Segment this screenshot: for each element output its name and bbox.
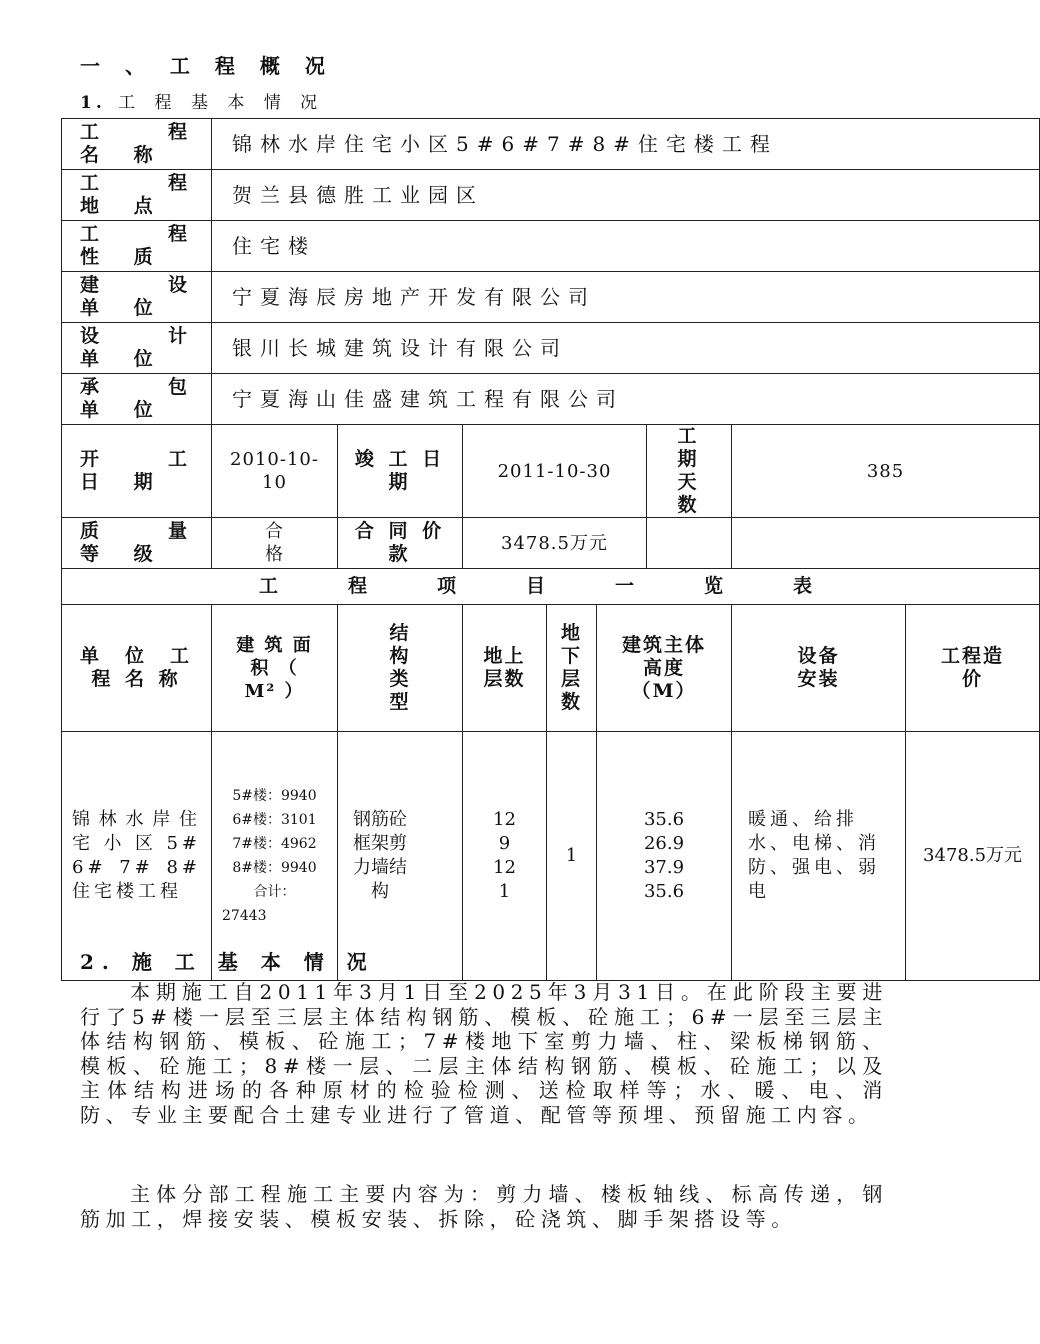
row-height (597, 732, 732, 981)
builder-value: 宁夏海辰房地产开发有限公司 (212, 272, 1040, 323)
info-row-contractor (62, 374, 1040, 425)
price-label: 合 同 价 款 (338, 518, 463, 569)
nature-value: 住宅楼 (212, 221, 1040, 272)
contractor-value: 宁夏海山佳盛建筑工程有限公司 (212, 374, 1040, 425)
designer-label: 设 计 单 位 (62, 323, 212, 374)
area-line: 7#楼：4962 (232, 836, 317, 852)
end-value: 2011-10-30 (463, 425, 647, 518)
paragraph-construction: 本期施工自2011年3月1日至2025年3月31日。在此阶段主要进行了5#楼一层至三层主体结构钢筋、模板、砼施工；6#一层至三层主体结构钢筋、模板、砼施工；7#楼地下室剪力墙、柱、梁板梯钢筋、模板、砼施工；8#楼一层、二层主体结构钢筋、模板、砼施工；以及主体结构进场的各种原材的检验检测、送检取样等；水、暖、电、消防、专业主要配合土建专业进行了管道、配管等预埋、预留施工内容。 (80, 980, 888, 1127)
area-line: 6#楼：3101 (232, 812, 317, 828)
header-area: 建 筑 面 积 （ M² ） (212, 605, 338, 732)
above-floor-value: 12 (493, 809, 516, 830)
project-info-table (61, 118, 1040, 981)
section2-title: 2. 施 工 基 本 情 况 (80, 950, 375, 974)
info-row-nature (62, 221, 1040, 272)
section-title: 一 、 工 程 概 况 (80, 54, 334, 78)
info-row-dates (62, 425, 1040, 518)
days-label: 工 期 天 数 (647, 425, 732, 518)
quality-label: 质 量 等 级 (62, 518, 212, 569)
price-value: 3478.5万元 (463, 518, 647, 569)
header-structure: 结构类型 (338, 605, 463, 732)
quality-value: 合格 (212, 518, 338, 569)
height-value: 26.9 (643, 833, 685, 854)
overview-header-row (62, 605, 1040, 732)
header-height: 建筑主体高度（M） (597, 605, 732, 732)
overview-title-row (62, 569, 1040, 605)
header-cost: 工程造价 (906, 605, 1040, 732)
days-value: 385 (732, 425, 1040, 518)
site-label: 工 程 地 点 (62, 170, 212, 221)
subsection-text: 工 程 基 本 情 况 (118, 93, 325, 113)
height-value: 35.6 (643, 809, 685, 830)
row-structure: 钢筋砼框架剪力墙结构 (338, 732, 463, 981)
info-row-name (62, 119, 1040, 170)
contractor-label: 承 包 单 位 (62, 374, 212, 425)
row-equipment: 暖通、给排水、电梯、消防、强电、弱电 (732, 732, 906, 981)
header-below: 地下层数 (547, 605, 597, 732)
info-row-quality (62, 518, 1040, 569)
name-value: 锦林水岸住宅小区5#6#7#8#住宅楼工程 (212, 119, 1040, 170)
subsection-title (80, 88, 324, 113)
site-value: 贺兰县德胜工业园区 (212, 170, 1040, 221)
builder-label: 建 设 单 位 (62, 272, 212, 323)
area-line: 8#楼：9940 (232, 860, 317, 876)
info-row-designer (62, 323, 1040, 374)
overview-data-row (62, 732, 1040, 981)
row-above-floors (463, 732, 547, 981)
row-unit-name: 锦林水岸住宅小区5# 6# 7# 8#住宅楼工程 (62, 732, 212, 981)
row-below-floors: 1 (547, 732, 597, 981)
header-above: 地上层数 (463, 605, 547, 732)
nature-label: 工 程 性 质 (62, 221, 212, 272)
area-line: 合计： (253, 884, 296, 900)
row-cost: 3478.5万元 (906, 732, 1040, 981)
info-row-builder (62, 272, 1040, 323)
subsection-number: 1. (80, 93, 106, 113)
above-floor-value: 1 (498, 881, 511, 902)
paragraph-main-works: 主体分部工程施工主要内容为：剪力墙、楼板轴线、标高传递，钢筋加工，焊接安装、模板安装、拆除，砼浇筑、脚手架搭设等。 (80, 1182, 888, 1231)
above-floor-value: 12 (493, 857, 516, 878)
start-value: 2010-10-10 (212, 425, 338, 518)
area-line: 27443 (222, 908, 267, 924)
end-label: 竣 工 日 期 (338, 425, 463, 518)
height-value: 37.9 (643, 857, 685, 878)
row-area (212, 732, 338, 981)
empty-cell (647, 518, 732, 569)
above-floor-value: 9 (498, 833, 511, 854)
name-label: 工 程 名 称 (62, 119, 212, 170)
info-row-site (62, 170, 1040, 221)
designer-value: 银川长城建筑设计有限公司 (212, 323, 1040, 374)
header-equipment: 设备安装 (732, 605, 906, 732)
header-unit: 单 位 工 程 名 称 (62, 605, 212, 732)
height-value: 35.6 (643, 881, 685, 902)
start-label: 开 工 日 期 (62, 425, 212, 518)
overview-title: 工程项目一览表 (62, 569, 1040, 605)
empty-cell (732, 518, 1040, 569)
area-line: 5#楼：9940 (232, 788, 317, 804)
